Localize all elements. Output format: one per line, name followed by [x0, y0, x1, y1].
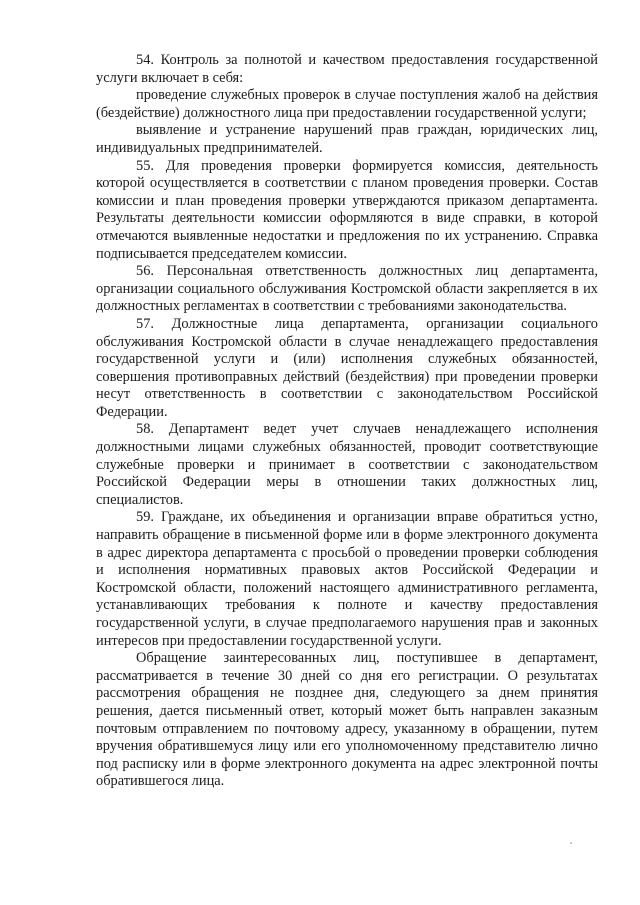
paragraph-59: 59. Граждане, их объединения и организации вправе обратиться устно, направить обращение в письменной форме или в форме электронного документа в адрес директора департамента с просьбой о проведении проверки соблюдения и исполнения нормативных правовых актов Российской Федерации и Костромской области, положений настоящего административного регламента, устанавливающих требования к полноте и качеству предоставления государственной услуги, в случае предполагаемого нарушения прав и законных интересов при предоставлении государственной услуги.: [96, 509, 598, 649]
paragraph-54-item-1: проведение служебных проверок в случае поступления жалоб на действия (бездействие) должностного лица при предоставлении государственной услуги;: [96, 87, 598, 121]
paragraph-59-continuation: Обращение заинтересованных лиц, поступившее в департамент, рассматривается в течение 30 дней со дня его регистрации. О результатах рассмотрения обращения не позднее дня, следующего за днем принятия решения, дается письменный ответ, который может быть направлен заказным почтовым отправлением по почтовому адресу, указанному в обращении, путем вручения обратившемуся лицу или его уполномоченному представителю лично под расписку или в форме электронного документа на адрес электронной почты обратившегося лица.: [96, 650, 598, 790]
paragraph-54-item-2: выявление и устранение нарушений прав граждан, юридических лиц, индивидуальных предпринимателей.: [96, 122, 598, 156]
paragraph-57: 57. Должностные лица департамента, организации социального обслуживания Костромской области в случае ненадлежащего предоставления государственной услуги и (или) исполнения служебных обязанностей, совершения противоправных действий (бездействия) при проведении проверки несут ответственность в соответствии с законодательством Российской Федерации.: [96, 315, 598, 420]
paragraph-58: 58. Департамент ведет учет случаев ненадлежащего исполнения должностными лицами служебных обязанностей, проводит соответствующие служебные проверки и принимает в соответствии с законодательством Российской Федерации меры в отношении таких должностных лиц, специалистов.: [96, 421, 598, 508]
paragraph-56: 56. Персональная ответственность должностных лиц департамента, организации социального обслуживания Костромской области закрепляется в их должностных регламентах в соответствии с требованиями законодательства.: [96, 263, 598, 315]
paragraph-54: 54. Контроль за полнотой и качеством предоставления государственной услуги включает в себя:: [96, 52, 598, 86]
paragraph-55: 55. Для проведения проверки формируется комиссия, деятельность которой осуществляется в соответствии с планом проведения проверки. Состав комиссии и план проведения проверки утверждаются приказом департамента. Результаты деятельности комиссии оформляются в виде справки, в которой отмечаются выявленные недостатки и предложения по их устранению. Справка подписывается председателем комиссии.: [96, 157, 598, 262]
document-page: [96, 52, 598, 791]
scan-speck: [570, 842, 572, 844]
